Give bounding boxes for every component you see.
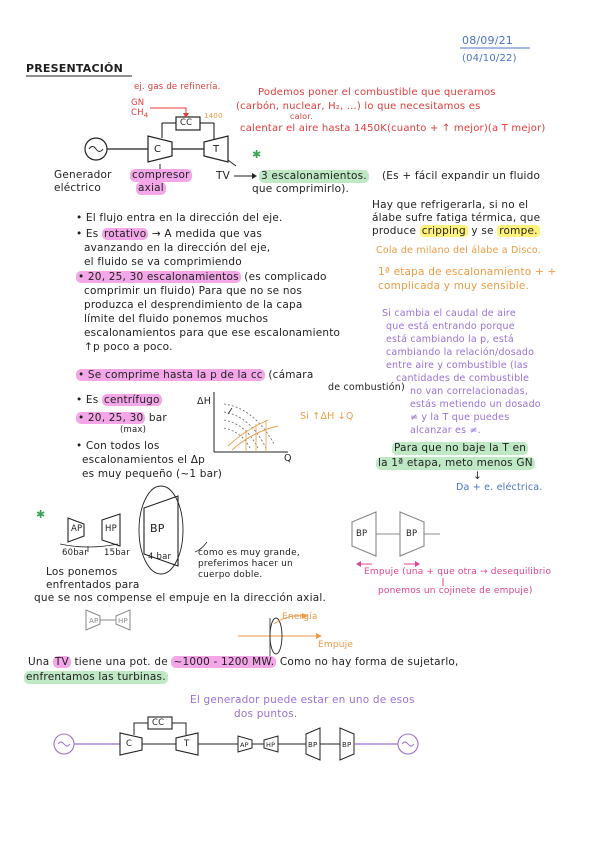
compressor-label-2: axial	[138, 182, 164, 194]
tv-note-1: (Es + fácil expandir un fluido	[382, 170, 541, 182]
note-rotary-2: avanzando en la dirección del eje,	[84, 242, 271, 254]
small-hp-label: HP	[118, 617, 128, 625]
right-note-17: Para que no baje la T en	[394, 442, 527, 454]
note-pressure-2: de combustión)	[328, 382, 405, 393]
page-title: PRESENTACIÓN	[26, 62, 123, 75]
right-note-9: está cambiando la p, está	[386, 334, 514, 345]
note-stages-4: límite del fluido ponemos muchos	[84, 313, 269, 325]
bp-right-label: BP	[406, 529, 418, 539]
note-bar: • 20, 25, 30 bar	[78, 412, 167, 424]
tv-power-line: Una TV tiene una pot. de ~1000 - 1200 MW. Como no hay forma de sujetarlo,	[28, 656, 459, 668]
bottom-hp-label: HP	[266, 741, 276, 749]
bottom-ap-label: AP	[240, 741, 249, 749]
right-note-1: Hay que refrigerarla, si no el	[372, 199, 529, 211]
right-note-7: Si cambia el caudal de aire	[382, 308, 516, 319]
face-note-2: enfrentados para	[46, 579, 140, 591]
hp-label: HP	[105, 524, 117, 534]
note-rotary-3: el fluido se va comprimiendo	[84, 256, 242, 268]
cc-label: CC	[180, 118, 193, 128]
cojinete-note: ponemos un cojinete de empuje)	[378, 586, 533, 596]
right-note-8: que está entrando porque	[386, 321, 515, 332]
c-label: C	[154, 144, 162, 155]
generator-label-1: Generador	[54, 169, 112, 181]
bottom-bp2-label: BP	[342, 741, 352, 749]
right-note-11: entre aire y combustible (las	[386, 360, 528, 371]
right-note-12: cantidades de combustible	[396, 373, 530, 384]
right-note-4: Cola de milano del álabe a Disco.	[376, 245, 541, 256]
ch4-label: $CH_4$	[131, 108, 149, 120]
right-note-13: no van correlacionadas,	[410, 386, 529, 397]
date-top: 08/09/21	[462, 34, 514, 47]
note-dp-3: es muy pequeño (~1 bar)	[82, 468, 223, 480]
chart-x-label: Q	[284, 453, 292, 464]
right-note-19: ↓	[473, 470, 482, 482]
bp-left-label: BP	[356, 529, 368, 539]
bottom-c-label: C	[126, 739, 133, 749]
tv-stages: 3 escalonamientos.	[261, 170, 367, 182]
cc-temp-label: 1400	[204, 112, 223, 120]
chart-y-label: ΔH	[197, 396, 212, 407]
t-label: T	[213, 144, 220, 155]
right-note-6: complicada y muy sensible.	[378, 280, 530, 292]
note-stages: • 20, 25, 30 escalonamientos (es complicado	[78, 271, 327, 283]
ap-label: AP	[71, 524, 83, 534]
ap-pressure: 60bar	[62, 548, 88, 558]
empuje-label: Empuje	[318, 640, 354, 650]
compressor-label-1: compresor	[132, 169, 190, 181]
gen-note-2: dos puntos.	[234, 708, 298, 720]
note-flow: • El flujo entra en la dirección del eje.	[76, 212, 283, 224]
right-note-5: 1ª etapa de escalonamiento + +	[378, 266, 557, 278]
tv-power-line-2: enfrentamos las turbinas.	[26, 671, 166, 683]
cycle-note-1: Podemos poner el combustible que queramos	[258, 87, 496, 98]
right-note-14: estás metiendo un dosado	[410, 399, 541, 410]
face-note-3: que se nos compense el empuje en la dirección axial.	[34, 592, 326, 604]
right-note-10: cambiando la relación/dosado	[386, 347, 535, 358]
gen-note-1: El generador puede estar en uno de esos	[190, 694, 415, 706]
big-note-1: como es muy grande,	[198, 548, 300, 558]
gn-label: GN	[131, 98, 145, 108]
note-centrifugal: • Es centrífugo	[76, 394, 160, 406]
chart-note: Si ↑ΔH ↓Q	[300, 411, 354, 422]
generator-label-2: eléctrico	[54, 182, 101, 194]
note-dp-2: escalonamientos el Δp	[82, 454, 205, 466]
note-dp-1: • Con todos los	[76, 440, 160, 452]
note-pressure: • Se comprime hasta la p de la cc (cámara	[78, 369, 314, 381]
cycle-note-2b: calor.	[290, 112, 313, 121]
note-rotary: • Es rotativo → A medida que vas	[76, 228, 263, 240]
right-note-3: produce cripping y se rompe.	[372, 225, 538, 237]
note-stages-3: produzca el desprendimiento de la capa	[84, 299, 303, 311]
bottom-bp1-label: BP	[308, 741, 318, 749]
empuje-note: Empuje (una + que otra → desequilibrio	[364, 567, 552, 577]
bottom-t-label: T	[184, 739, 190, 749]
tv-note-2: que comprimirlo).	[252, 183, 350, 195]
tv-label: TV	[216, 170, 230, 182]
hp-pressure: 15bar	[104, 548, 130, 558]
right-note-16: alcanzar es ≠.	[410, 425, 481, 436]
svg-text:✱: ✱	[36, 508, 46, 521]
right-note-2: álabe sufre fatiga térmica, que	[372, 212, 541, 224]
face-note-1: Los ponemos	[46, 566, 118, 578]
note-stages-6: ↑p poco a poco.	[84, 341, 173, 353]
energia-label: Energía	[282, 612, 318, 622]
svg-text:✱: ✱	[252, 148, 262, 161]
bp-pressure: 4 bar	[148, 552, 172, 562]
note-bar-max: (max)	[120, 425, 147, 435]
bp-label: BP	[150, 522, 165, 535]
note-stages-2: comprimir un fluido) Para que no se nos	[84, 285, 303, 297]
compressor-curve-chart	[214, 392, 288, 452]
bottom-cc-label: CC	[152, 718, 165, 728]
cycle-note-3: calentar el aire hasta 1450K(cuanto + ↑ mejor)(a T mejor)	[240, 123, 546, 134]
big-note-3: cuerpo doble.	[198, 570, 263, 580]
right-note-18: la 1ª etapa, meto menos GN	[378, 457, 533, 469]
date-bottom: (04/10/22)	[462, 53, 517, 64]
fuel-note: ej. gas de refinería.	[134, 82, 221, 92]
right-note-20: Da + e. eléctrica.	[456, 482, 543, 493]
cycle-note-2: (carbón, nuclear, H₂, ...) lo que necesitamos es	[236, 101, 481, 112]
big-note-2: preferimos hacer un	[198, 559, 293, 569]
small-ap-label: AP	[89, 617, 99, 625]
right-note-15: ≠ y la T que puedes	[410, 412, 510, 423]
note-stages-5: escalonamientos para que ese escalonamiento	[84, 327, 341, 339]
